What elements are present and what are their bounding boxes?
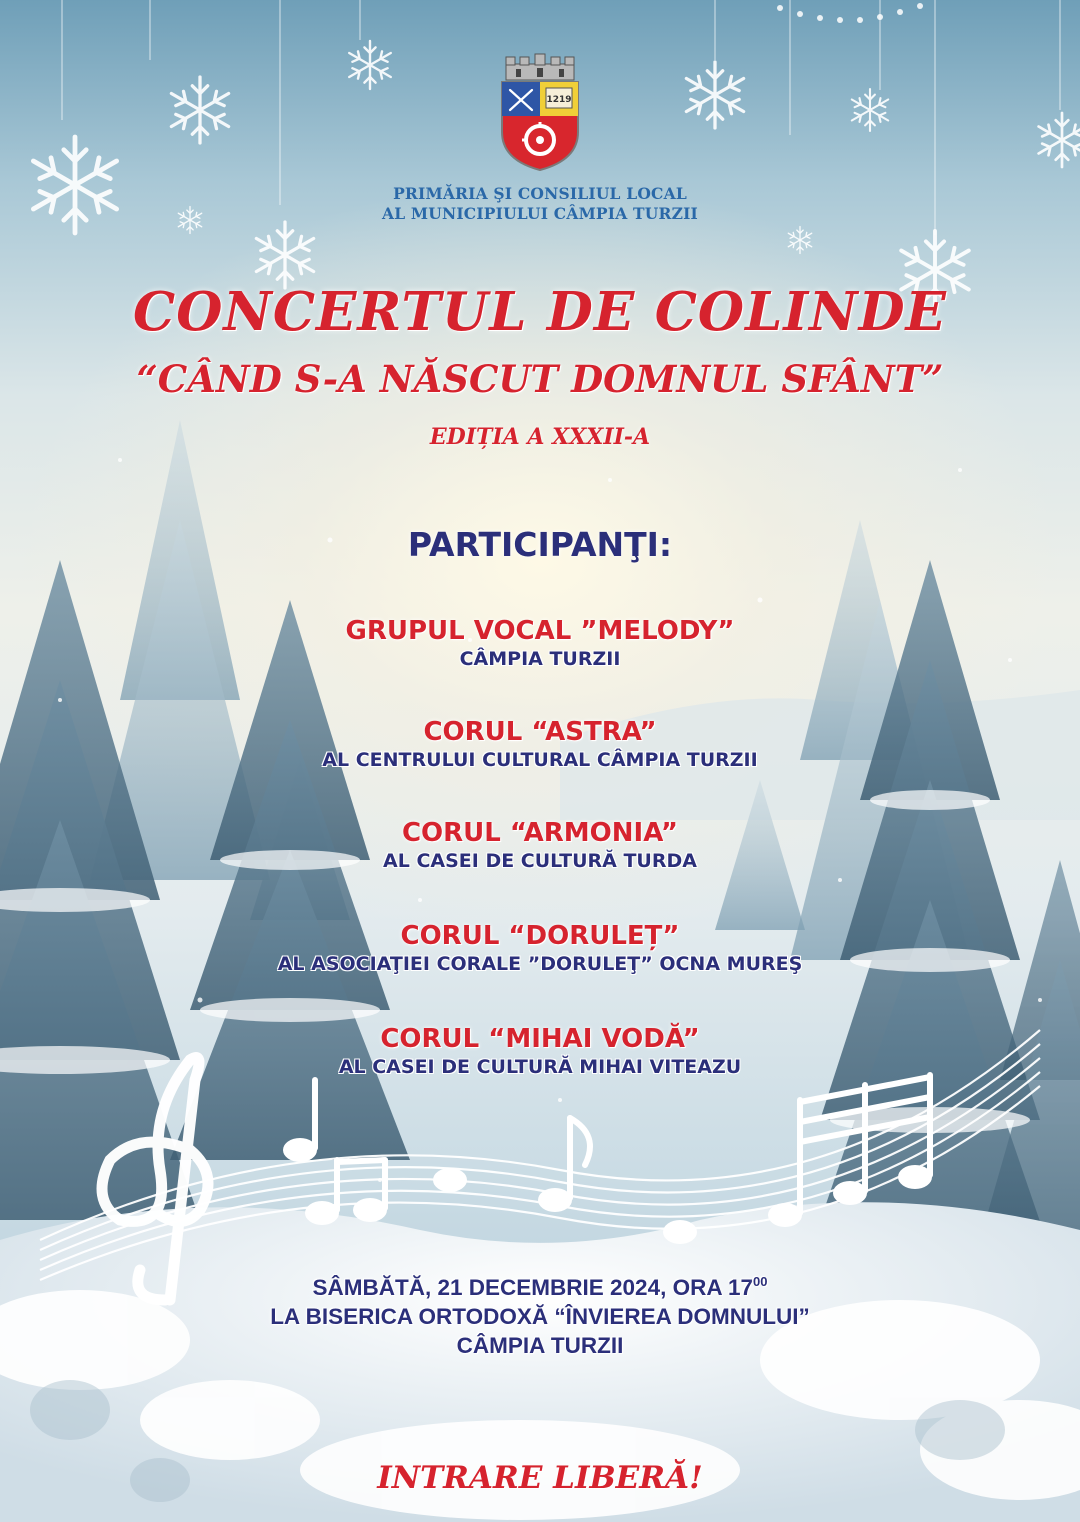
participant-origin: CÂMPIA TURZII <box>459 648 621 670</box>
participant-origin: AL CENTRULUI CULTURAL CÂMPIA TURZII <box>322 749 758 771</box>
issuer-line-1: PRIMĂRIA ŞI CONSILIUL LOCAL <box>393 184 687 203</box>
participant-item <box>0 921 1080 975</box>
participant-name: CORUL “ARMONIA” <box>401 818 679 848</box>
participant-name: CORUL “DORULEȚ” <box>400 921 680 951</box>
event-date-line <box>0 1267 1080 1302</box>
event-venue: LA BISERICA ORTODOXĂ “ÎNVIEREA DOMNULUI” <box>270 1304 810 1329</box>
participants-heading: PARTICIPANŢI: <box>407 525 673 564</box>
music-note-icon <box>283 1075 932 1244</box>
issuer-text <box>0 184 1080 224</box>
participant-origin: AL CASEI DE CULTURĂ MIHAI VITEAZU <box>338 1056 742 1078</box>
coat-of-arms-year: 1219 <box>546 95 572 105</box>
event-time-minutes: 00 <box>753 1274 768 1289</box>
participant-name: GRUPUL VOCAL ”MELODY” <box>345 616 735 646</box>
event-date: SÂMBĂTĂ, 21 DECEMBRIE 2024, ORA 17 <box>312 1275 754 1300</box>
participant-item <box>0 1024 1080 1078</box>
event-city: CÂMPIA TURZII <box>456 1333 624 1358</box>
participant-name: CORUL “MIHAI VODĂ” <box>380 1024 700 1054</box>
event-details <box>0 1267 1080 1360</box>
participant-origin: AL CASEI DE CULTURĂ TURDA <box>383 850 697 872</box>
participant-name: CORUL “ASTRA” <box>423 717 657 747</box>
coat-of-arms-icon <box>496 52 584 172</box>
event-title: CONCERTUL DE COLINDE <box>133 281 947 343</box>
free-entry-text: INTRARE LIBERĂ! <box>377 1460 703 1496</box>
event-subtitle: “CÂND S-A NĂSCUT DOMNUL SFÂNT” <box>136 357 944 401</box>
treble-clef-icon <box>102 1058 208 1301</box>
event-edition: EDIȚIA A XXXII-A <box>429 424 651 450</box>
participant-item <box>0 717 1080 771</box>
participant-origin: AL ASOCIAŢIEI CORALE ”DORULEŢ” OCNA MUREŞ <box>277 953 803 975</box>
issuer-line-2: AL MUNICIPIULUI CÂMPIA TURZII <box>381 204 699 223</box>
participant-item <box>0 818 1080 872</box>
participant-item <box>0 616 1080 670</box>
